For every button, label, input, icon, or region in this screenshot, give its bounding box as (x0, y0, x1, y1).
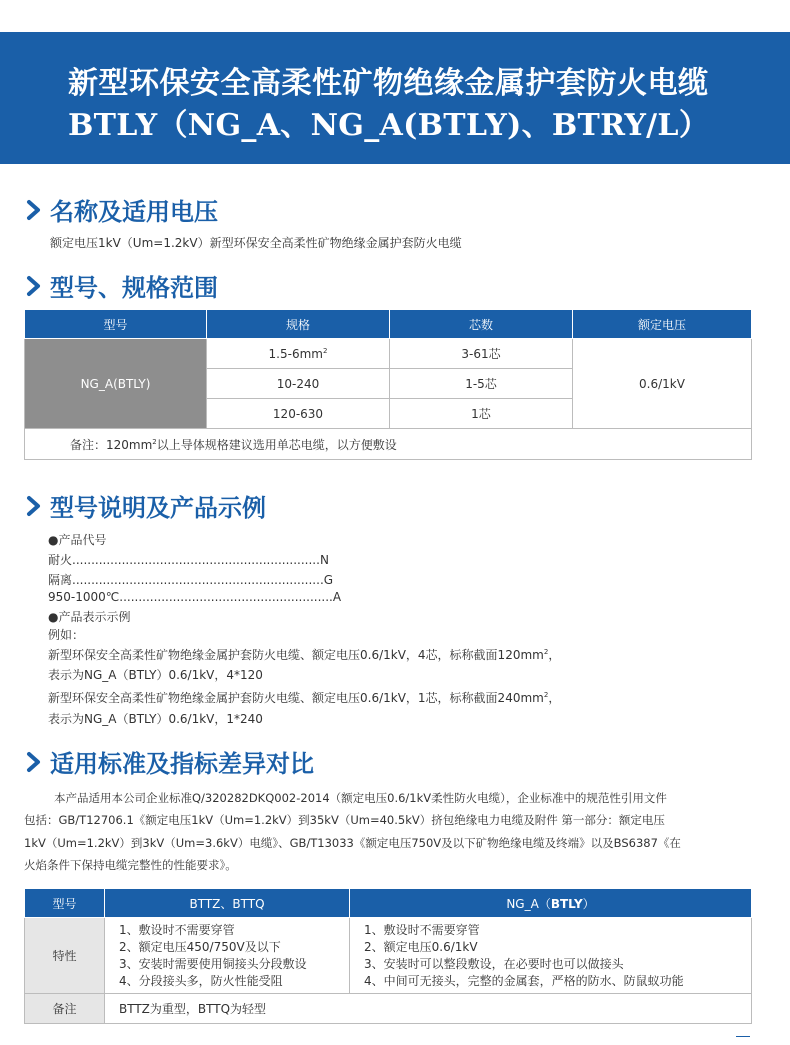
feature-label: 特性 (25, 918, 105, 994)
example-line: 表示为NG_A（BTLY）0.6/1kV，4*120 (48, 668, 263, 682)
example-line: 新型环保安全高柔性矿物绝缘金属护套防火电缆、额定电压0.6/1kV，1芯，标称截面$240mm^2$， (48, 691, 561, 705)
standards-paragraph-line: 火焰条件下保持电缆完整性的性能要求》。 (24, 858, 237, 872)
list-item: 1、敷设时不需要穿管 (364, 922, 480, 937)
cores-cell: 1芯 (390, 399, 573, 429)
table-header: 型号 (25, 310, 207, 339)
table-header: 规格 (207, 310, 390, 339)
list-item: 3、安装时可以整段敷设，在必要时也可以做接头 (364, 956, 624, 971)
code-line: 耐火.................................................................N (48, 553, 329, 567)
standards-paragraph-line: 本产品适用本公司企业标准Q/320282DKQ002-2014（额定电压0.6/1kV柔性防火电缆），企业标准中的规范性引用文件 (54, 791, 667, 805)
note-label: 备注 (25, 994, 105, 1024)
section-title: 型号、规格范围 (50, 274, 218, 302)
example-intro: 例如： (48, 628, 85, 642)
example-line: 新型环保安全高柔性矿物绝缘金属护套防火电缆、额定电压0.6/1kV，4芯，标称截面$120mm^2$， (48, 648, 561, 662)
comparison-table (24, 888, 752, 1024)
example-line: 表示为NG_A（BTLY）0.6/1kV，1*240 (48, 712, 263, 726)
voltage-cell: 0.6/1kV (573, 339, 752, 429)
page-title-line1: 新型环保安全高柔性矿物绝缘金属护套防火电缆 (68, 66, 709, 101)
code-line: 950-1000℃........................................................A (48, 590, 342, 604)
table-header: BTTZ、BTTQ (105, 889, 350, 918)
section-title: 适用标准及指标差异对比 (50, 750, 314, 778)
list-item: 3、安装时需要使用铜接头分段敷设 (119, 956, 307, 971)
standards-paragraph-line: 1kV（Um=1.2kV）到3kV（Um=3.6kV）电缆》、GB/T13033《额定电压750V及以下矿物绝缘电缆及终端》以及BS6387《在 (24, 836, 681, 850)
cores-cell: 3-61芯 (390, 339, 573, 369)
chevron-right-icon (22, 493, 48, 519)
chevron-right-icon (22, 273, 48, 299)
note-text: BTTZ为重型，BTTQ为轻型 (105, 994, 752, 1024)
bttz-features (105, 918, 350, 994)
page-divider (736, 1036, 750, 1037)
spec-table (24, 309, 752, 460)
table-header: NG_A（BTLY） (350, 889, 752, 918)
list-item: 4、中间可无接头，完整的金属套，严格的防水、防鼠蚁功能 (364, 973, 684, 988)
spec-cell: $1.5-6mm^2$ (207, 339, 390, 369)
table-header: 额定电压 (573, 310, 752, 339)
spec-cell: 10-240 (207, 369, 390, 399)
list-item: 2、额定电压450/750V及以下 (119, 939, 281, 954)
chevron-right-icon (22, 197, 48, 223)
table-note: 备注：$120mm^2$以上导体规格建议选用单芯电缆，以方便敷设 (25, 429, 752, 460)
table-header: 型号 (25, 889, 105, 918)
ngA-features (350, 918, 752, 994)
standards-paragraph-line: 包括：GB/T12706.1《额定电压1kV（Um=1.2kV）到35kV（Um=40.5kV）挤包绝缘电力电缆及附件 第一部分：额定电压 (24, 813, 665, 827)
table-header: 芯数 (390, 310, 573, 339)
example-title: ●产品表示示例 (48, 610, 131, 624)
code-line: 隔离..................................................................G (48, 573, 334, 587)
cores-cell: 1-5芯 (390, 369, 573, 399)
code-title: ●产品代号 (48, 533, 107, 547)
list-item: 4、分段接头多，防火性能受阻 (119, 973, 283, 988)
list-item: 2、额定电压0.6/1kV (364, 939, 478, 954)
title-banner (0, 32, 790, 164)
chevron-right-icon (22, 749, 48, 775)
section-title: 名称及适用电压 (50, 198, 218, 226)
model-cell: NG_A(BTLY) (25, 339, 207, 429)
spec-cell: 120-630 (207, 399, 390, 429)
section1-text: 额定电压1kV（Um=1.2kV）新型环保安全高柔性矿物绝缘金属护套防火电缆 (50, 236, 462, 250)
section-title: 型号说明及产品示例 (50, 494, 266, 522)
page-title-line2: BTLY（NG_A、NG_A(BTLY)、BTRY/L） (68, 108, 710, 143)
list-item: 1、敷设时不需要穿管 (119, 922, 235, 937)
